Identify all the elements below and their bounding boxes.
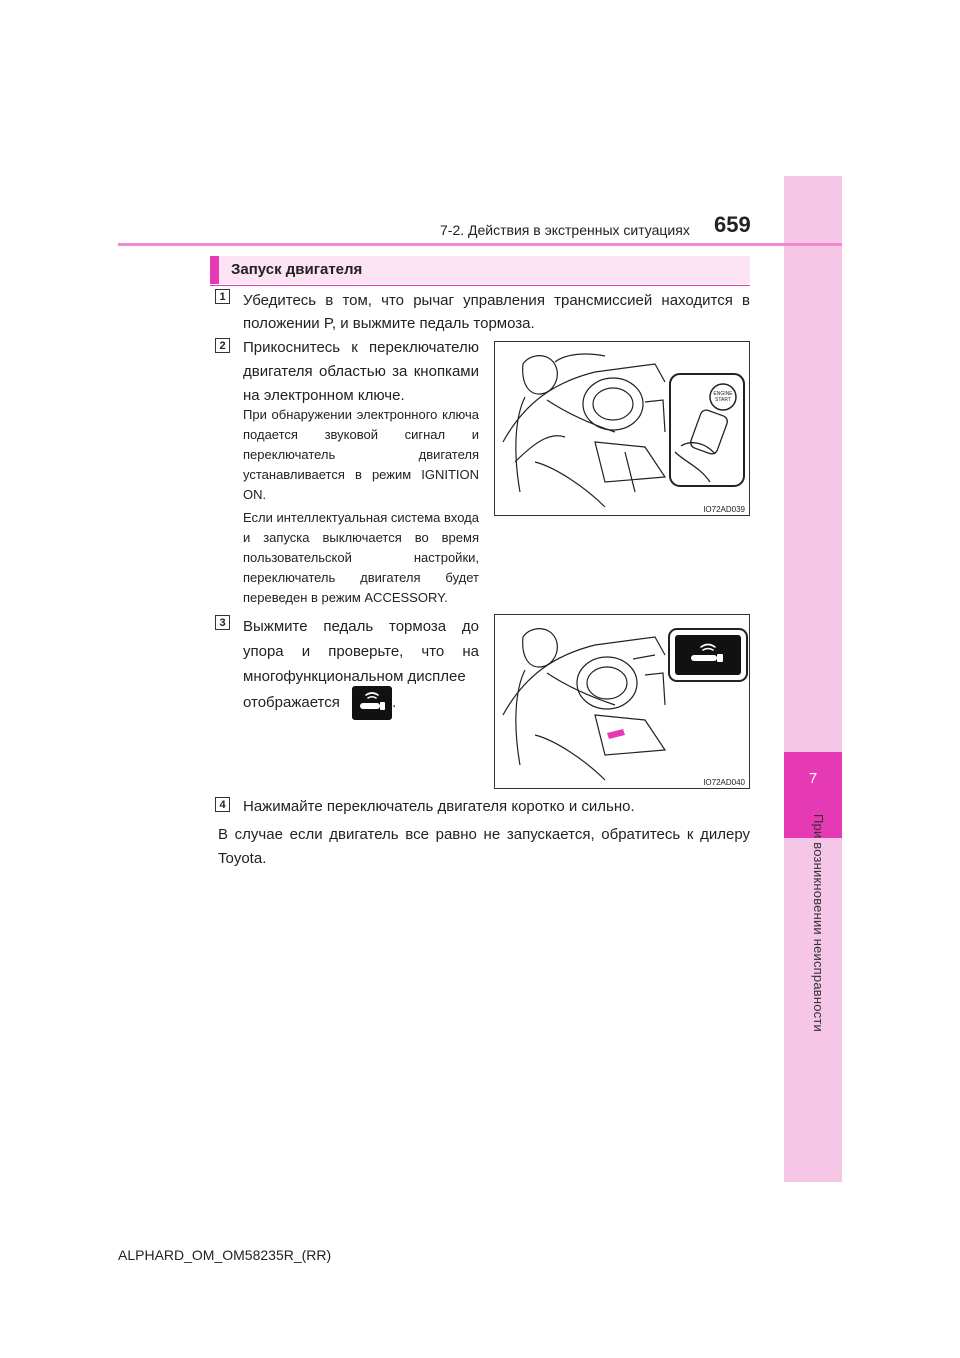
driver-pressing-brake-illustration	[495, 615, 750, 789]
step-number-3: 3	[215, 615, 230, 630]
figure-multi-display	[494, 614, 750, 789]
page-number: 659	[714, 212, 751, 237]
chapter-number: 7	[808, 770, 818, 787]
step-number-2: 2	[215, 338, 230, 353]
step-3-text-end	[243, 686, 479, 720]
step-2-note-1: При обнаружении электронного ключа подается звуковой сигнал и переключатель двигателя устанавливается в режим IGNITION ON.	[243, 407, 479, 502]
driver-touching-switch-illustration	[495, 342, 750, 516]
document-code: ALPHARD_OM_OM58235R_(RR)	[118, 1247, 332, 1263]
step-3-suffix: .	[392, 693, 397, 711]
figure-engine-switch	[494, 341, 750, 516]
key-wave-icon	[352, 686, 392, 720]
running-header: 7-2. Действия в экстренных ситуациях	[440, 222, 690, 238]
figure-code-1: IO72AD039	[703, 505, 745, 514]
step-4-text: Нажимайте переключатель двигателя коротко и сильно.	[243, 798, 635, 815]
svg-text:START: START	[715, 397, 731, 403]
step-2-text: Прикоснитесь к переключателю двигателя областью за кнопками на электронном ключе.	[243, 339, 479, 404]
figure-code-2: IO72AD040	[703, 778, 745, 787]
step-number-4: 4	[215, 797, 230, 812]
step-3-text-end-label: отображается	[243, 693, 340, 711]
chapter-label: При возникновении неисправности	[811, 814, 826, 1032]
step-4-follow: В случае если двигатель все равно не запускается, обратитесь к дилеру Toyota.	[218, 826, 750, 867]
step-3-text: Выжмите педаль тормоза до упора и проверьте, что на многофункциональном дисплее	[243, 618, 479, 685]
step-number-1: 1	[215, 289, 230, 304]
step-1-text: Убедитесь в том, что рычаг управления трансмиссией находится в положении P, и выжмите педаль тормоза.	[243, 292, 750, 332]
section-heading	[210, 256, 750, 284]
step-2-note-2: Если интеллектуальная система входа и запуска выключается во время пользовательской настройки, переключатель двигателя будет переведен в режим ACCESSORY.	[243, 510, 479, 605]
section-title: Запуск двигателя	[231, 261, 363, 278]
svg-text:ENGINE: ENGINE	[713, 391, 733, 397]
header-rule	[118, 243, 842, 246]
